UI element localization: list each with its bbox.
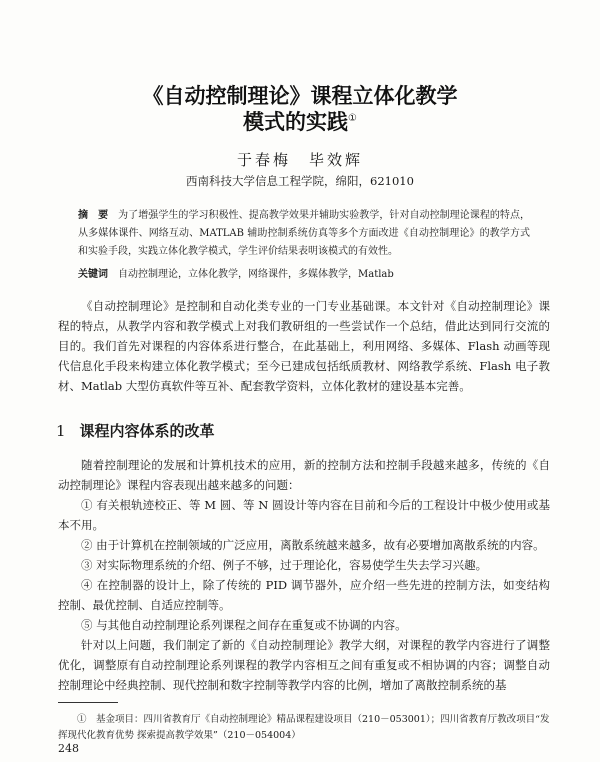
list-item: ② 由于计算机在控制领域的广泛应用，离散系统越来越多，故有必要增加离散系统的内容。 — [81, 538, 545, 552]
section-heading — [56, 420, 215, 441]
footnote: ① 基金项目：四川省教育厅《自动控制理论》精品课程建设项目（210－053001）；四川省教育厅教改项目“发挥现代化教育优势 探索提高教学效果”（210－054004） — [58, 714, 550, 741]
list-item: ③ 对实际物理系统的介绍、例子不够，过于理论化，容易使学生失去学习兴趣。 — [81, 558, 488, 572]
list-item: ④ 在控制器的设计上，除了传统的 PID 调节器外，应介绍一些先进的控制方法，如变结构控制、最优控制、自适应控制等。 — [58, 578, 550, 612]
keywords-label: 关键词 — [78, 269, 108, 280]
keywords-text: 自动控制理论，立体化教学，网络课件，多媒体教学，Matlab — [118, 269, 394, 280]
footnote-divider — [58, 702, 118, 703]
paper-title-line1: 《自动控制理论》课程立体化教学 — [142, 84, 458, 108]
section-number: 1 — [56, 422, 66, 440]
body-paragraph: 针对以上问题，我们制定了新的《自动控制理论》教学大纲，对课程的教学内容进行了调整优化，调整原有自动控制理论系列课程的教学内容相互之间有重复或不相协调的内容；调整自动控制理论中经典控制、现代控制和数字控制等教学内容的比例，增加了离散控制系统的基 — [58, 638, 550, 692]
abstract — [78, 207, 530, 261]
title-line2-text: 模式的实践 — [243, 110, 349, 134]
intro-paragraph: 《自动控制理论》是控制和自动化类专业的一门专业基础课。本文针对《自动控制理论》课程的特点，从教学内容和教学模式上对我们教研组的一些尝试作一个总结，借此达到同行交流的目的。我们首先对课程的内容体系进行整合，在此基础上，利用网络、多媒体、Flash 动画等现代信息化手段来构建立体化教学模式；至今已建成包括纸质教材、网络教学系统、Flash 电子教材、Matlab 大型仿真软件等互补、配套教学资料，立体化教材的建设基本完善。 — [58, 299, 550, 393]
page-number: 248 — [58, 742, 79, 755]
body-paragraph: 随着控制理论的发展和计算机技术的应用，新的控制方法和控制手段越来越多，传统的《自动控制理论》课程内容表现出越来越多的问题： — [58, 458, 550, 492]
affiliation: 西南科技大学信息工程学院，绵阳，621010 — [186, 174, 414, 188]
list-item: ⑤ 与其他自动控制理论系列课程之间存在重复或不协调的内容。 — [81, 618, 407, 632]
section-title: 课程内容体系的改革 — [79, 422, 215, 440]
abstract-text: 为了增强学生的学习积极性、提高教学效果并辅助实验教学，针对自动控制理论课程的特点，从多媒体课件、网络互动、MATLAB 辅助控制系统仿真等多个方面改进《自动控制理论》的教学方式和实验手段，实践立体化教学模式，学生评价结果表明该模式的有效性。 — [78, 210, 531, 257]
title-footnote-marker: ① — [348, 113, 357, 124]
abstract-label: 摘 要 — [78, 210, 109, 221]
paper-title-line2 — [0, 106, 600, 136]
list-item: ① 有关根轨迹校正、等 M 圆、等 N 圆设计等内容在目前和今后的工程设计中极少使用或基本不用。 — [58, 498, 550, 532]
keywords — [78, 265, 530, 280]
section-body — [58, 455, 550, 695]
authors: 于春梅 毕效辉 — [236, 151, 363, 169]
